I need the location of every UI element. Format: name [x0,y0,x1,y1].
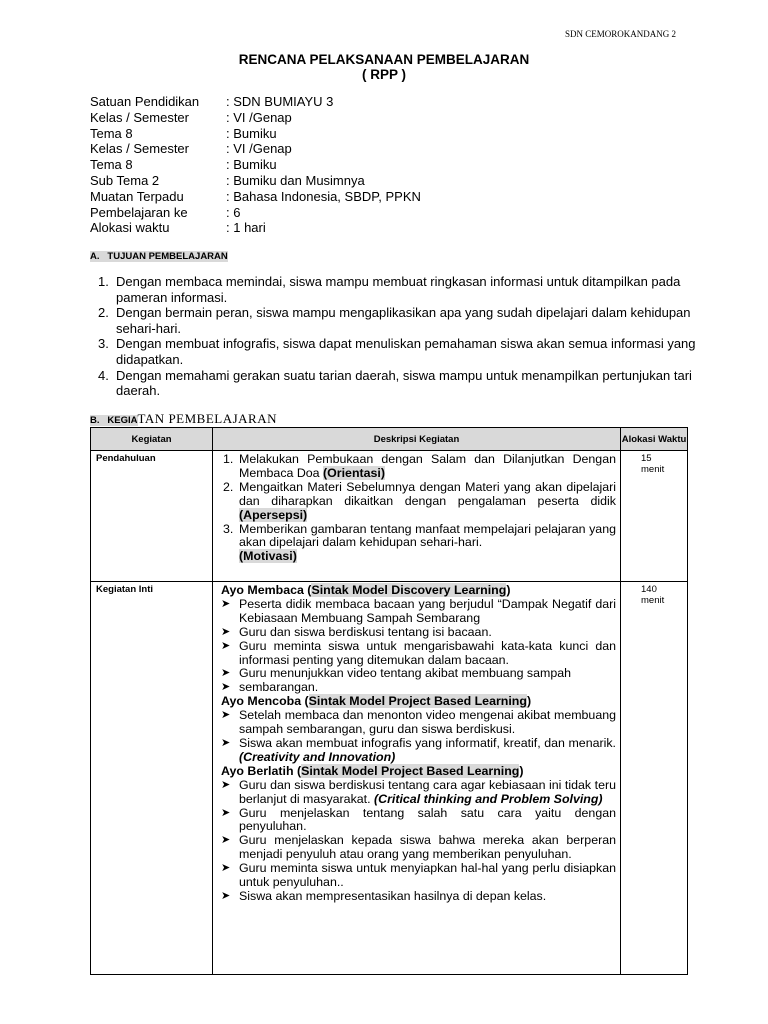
section-a-heading [90,251,228,262]
subheading-membaca: Ayo Membaca (Sintak Model Discovery Learning) [221,583,511,597]
header-kegiatan: Kegiatan [91,428,213,451]
info-row [90,126,421,142]
goal-text: Dengan bermain peran, siswa mampu mengaplikasikan apa yang sudah dipelajari dalam kehidupan sehari-hari. [116,305,691,336]
info-row [90,205,421,221]
list-item: ➤ Siswa akan membuat infografis yang informatif, kreatif, dan menarik. (Creativity and Innovation) [221,735,616,764]
list-item [98,336,710,367]
table-header-row [91,428,688,451]
arrow-bullet-icon: ➤ [221,639,231,652]
arrow-bullet-icon: ➤ [221,806,231,819]
arrow-bullet-icon: ➤ [221,709,231,722]
list-item: ➤ Guru dan siswa berdiskusi tentang cara agar kebiasaan ini tidak teru berlanjut di masyarakat. (Critical thinking and Problem Solving) [221,777,616,806]
pendahuluan-description [213,451,621,582]
list-item: ➤ Guru menjelaskan kepada siswa bahwa mereka akan berperan menjadi penyuluh atau orang yang memberikan penyuluhan. [221,833,616,862]
info-row [90,141,421,157]
list-item: ➤ Peserta didik membaca bacaan yang berjudul “Dampak Negatif dari Kebiasaan Membuang Sampah Sembarang [221,596,616,625]
info-value: : SDN BUMIAYU 3 [226,94,334,109]
school-header: SDN CEMOROKANDANG 2 [564,29,676,39]
inti-description [213,582,621,975]
goal-text: Dengan memahami gerakan suatu tarian daerah, siswa mampu untuk menampilkan pertunjukan tari daerah. [116,367,692,399]
section-a-number: A. [90,251,100,262]
list-item: ➤ Guru meminta siswa untuk mengarisbawahi kata-kata kunci dan informasi penting yang ditemukan dalam bacaan. [221,638,616,667]
header-deskripsi: Deskripsi Kegiatan [213,428,621,451]
info-value: : Bumiku dan Musimnya [226,172,365,188]
tag-apersepsi: (Apersepsi) [239,507,308,522]
arrow-bullet-icon: ➤ [221,681,231,694]
tag-orientasi: (Orientasi) [323,465,385,480]
info-row [90,110,421,126]
list-item: ➤ Siswa akan mempresentasikan hasilnya di depan kelas. [221,888,547,903]
subheading-mencoba: Ayo Mencoba (Sintak Model Project Based Learning) [221,694,532,709]
arrow-bullet-icon: ➤ [221,736,231,749]
goal-number: 3. [98,336,109,352]
arrow-bullet-icon: ➤ [221,834,231,847]
list-item: 3. Memberikan gambaran tentang manfaat mempelajari pelajaran yang akan dipelajari dalam kehidupan sehari-hari. (Motivasi) [223,521,616,564]
row-label-pendahuluan: Pendahuluan [91,451,213,582]
arrow-bullet-icon: ➤ [221,667,231,680]
arrow-bullet-icon: ➤ [221,778,231,791]
list-item [98,305,710,336]
list-item: ➤ Guru meminta siswa untuk menyiapkan hal-hal yang perlu disiapkan untuk penyuluhan.. [221,861,616,890]
tag-motivasi: (Motivasi) [239,549,297,564]
info-value: : Bumiku [226,157,277,173]
list-item: ➤ Setelah membaca dan menonton video mengenai akibat membuang sampah sembarangan, guru dan siswa berdiskusi. [221,708,616,737]
list-item: 2. Mengaitkan Materi Sebelumnya dengan Materi yang akan dipelajari dan diharapkan dikaitkan dengan pengalaman peserta didik (Apersepsi) [223,479,616,522]
alloc-inti: 140 menit [621,582,688,975]
section-a-title: TUJUAN PEMBELAJARAN [107,251,228,262]
goal-number: 1. [98,274,109,289]
arrow-bullet-icon: ➤ [221,597,231,610]
info-key: Muatan Terpadu [90,188,184,204]
section-b-title-part1: KEGIA [107,415,138,426]
goals-list [98,274,710,399]
section-b-title-part2: TAN PEMBELAJARAN [137,411,278,426]
info-key: Tema 8 [90,125,133,141]
info-key: Pembelajaran ke [90,204,188,220]
document-subtitle: ( RPP ) [361,67,406,82]
info-row [90,94,421,110]
section-b-number: B. [90,415,100,426]
goal-number: 4. [98,367,109,383]
info-row [90,173,421,189]
goal-number: 2. [98,305,109,321]
info-row [90,189,421,205]
info-row [90,220,421,236]
table-row [91,582,688,975]
info-value: : Bumiku [226,125,277,141]
info-key: Sub Tema 2 [90,172,160,188]
info-key: Satuan Pendidikan [90,94,200,109]
info-value: : VI /Genap [226,109,292,125]
subheading-berlatih: Ayo Berlatih (Sintak Model Project Based Learning) [221,763,524,778]
goal-text: Dengan membaca memindai, siswa mampu membuat ringkasan informasi untuk ditampilkan pada pameran informasi. [116,274,681,305]
info-value: : 6 [226,204,241,220]
table-row [91,451,688,582]
arrow-bullet-icon: ➤ [221,625,231,638]
info-key: Kelas / Semester [90,141,189,157]
info-value: : 1 hari [226,220,266,236]
info-value: : VI /Genap [226,141,292,157]
activities-table [90,427,688,975]
section-b-heading [90,411,277,427]
list-item [98,368,710,399]
list-item: 1. Melakukan Pembukaan dengan Salam dan Dilanjutkan Dengan Membaca Doa (Orientasi) [223,452,616,480]
row-label-inti: Kegiatan Inti [91,582,213,975]
list-item: ➤ Guru menunjukkan video tentang akibat membuang sampah [221,666,572,681]
info-value: : Bahasa Indonesia, SBDP, PPKN [226,188,421,204]
list-item [98,274,710,305]
list-item: ➤ Guru dan siswa berdiskusi tentang isi bacaan. [221,624,492,639]
info-key: Tema 8 [90,157,133,173]
alloc-pendahuluan: 15 menit [621,451,688,582]
header-alokasi: Alokasi Waktu [621,428,688,451]
arrow-bullet-icon: ➤ [221,889,231,902]
list-item: ➤ sembarangan. [221,680,319,695]
info-key: Alokasi waktu [90,220,170,236]
goal-text: Dengan membuat infografis, siswa dapat menuliskan pemahaman siswa akan semua informasi yang didapatkan. [116,336,696,367]
arrow-bullet-icon: ➤ [221,862,231,875]
info-row [90,157,421,173]
document-title: RENCANA PELAKSANAAN PEMBELAJARAN [238,52,530,67]
list-item: ➤ Guru menjelaskan tentang salah satu cara yaitu dengan penyuluhan. [221,805,616,834]
info-key: Kelas / Semester [90,109,189,125]
identity-info [90,94,421,236]
